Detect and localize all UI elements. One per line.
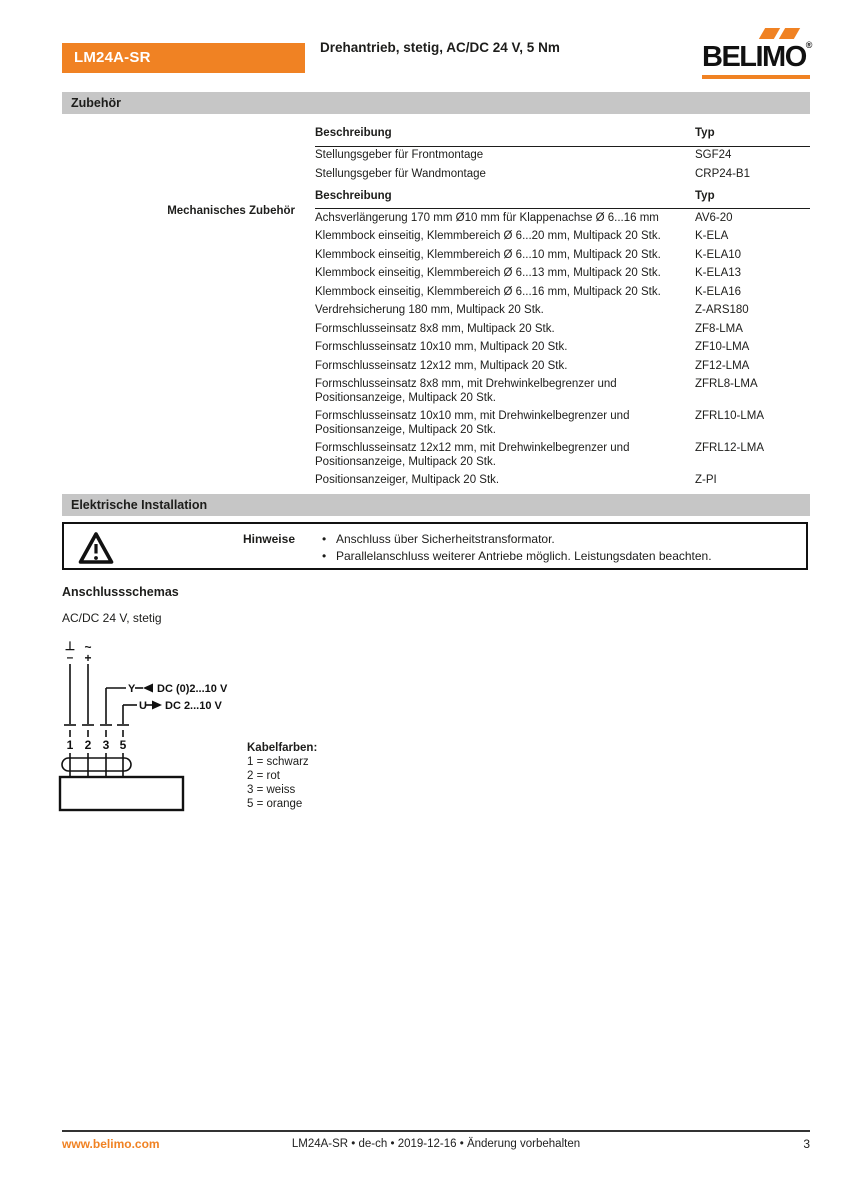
arrow-right-icon <box>152 701 162 710</box>
terminal-number: 1 <box>66 738 74 752</box>
cable-color-item: 2 = rot <box>247 770 280 782</box>
section-header-zubehoer: Zubehör <box>62 92 810 114</box>
table-row <box>315 302 810 321</box>
column-header-desc: Beschreibung <box>315 127 392 139</box>
terminal-number: 5 <box>119 738 127 752</box>
plus-symbol: + <box>84 651 92 665</box>
section-header-elektrische-installation: Elektrische Installation <box>62 494 810 516</box>
table-header <box>315 124 810 147</box>
cell-typ: K-ELA13 <box>695 267 742 279</box>
table-row <box>315 209 810 228</box>
schema-subtitle: AC/DC 24 V, stetig <box>62 611 162 625</box>
notice-box <box>62 522 808 570</box>
cell-desc: Klemmbock einseitig, Klemmbereich Ø 6...20 mm, Multipack 20 Stk. <box>315 230 661 242</box>
cable-color-item: 1 = schwarz <box>247 756 309 768</box>
signal-label-u: U <box>139 700 147 712</box>
table-row <box>315 376 810 408</box>
wire-lines <box>64 664 152 777</box>
cable-color-item: 3 = weiss <box>247 784 296 796</box>
cable-colors-legend <box>247 741 317 811</box>
accessories-tables <box>315 124 810 490</box>
table-row <box>315 228 810 247</box>
bullet-icon: • <box>322 532 327 546</box>
cell-desc: Formschlusseinsatz 12x12 mm, Multipack 20 Stk. <box>315 359 568 372</box>
table-row <box>315 246 810 265</box>
ground-symbol: ⊥ <box>64 639 76 653</box>
cell-desc: Klemmbock einseitig, Klemmbereich Ø 6...16 mm, Multipack 20 Stk. <box>315 285 661 298</box>
cell-desc: Formschlusseinsatz 12x12 mm, mit Drehwinkelbegrenzer und Positionsanzeige, Multipack 20 Stk. <box>315 442 630 468</box>
notice-text: Anschluss über Sicherheitstransformator. <box>336 532 555 546</box>
notice-items <box>322 531 712 564</box>
terminal-number: 3 <box>102 738 110 752</box>
cell-desc: Formschlusseinsatz 10x10 mm, Multipack 20 Stk. <box>315 341 568 353</box>
product-code-badge: LM24A-SR <box>62 43 305 73</box>
column-header-typ: Typ <box>695 189 715 202</box>
cell-typ: AV6-20 <box>695 211 733 224</box>
footer-divider <box>62 1130 810 1132</box>
cell-typ: ZFRL12-LMA <box>695 442 765 454</box>
arrow-left-icon <box>143 684 153 693</box>
belimo-website-link[interactable]: www.belimo.com <box>62 1137 160 1151</box>
cell-desc: Achsverlängerung 170 mm Ø10 mm für Klappenachse Ø 6...16 mm <box>315 211 659 224</box>
table-row <box>315 147 810 166</box>
logo-underline <box>702 75 810 79</box>
cell-typ: K-ELA16 <box>695 285 742 298</box>
logo-text: BELIMO <box>702 41 806 73</box>
table-row <box>315 165 810 184</box>
cell-desc: Stellungsgeber für Frontmontage <box>315 149 484 161</box>
cell-typ: K-ELA10 <box>695 248 742 261</box>
cell-typ: ZFRL8-LMA <box>695 378 758 390</box>
minus-symbol: – <box>66 650 74 664</box>
cell-typ: Z-PI <box>695 474 717 486</box>
table-row <box>315 265 810 284</box>
ac-symbol: ~ <box>84 640 92 654</box>
notice-text: Parallelanschluss weiterer Antriebe möglich. Leistungsdaten beachten. <box>336 548 712 563</box>
terminal-number: 2 <box>84 738 92 752</box>
table-row <box>315 357 810 376</box>
table-row <box>315 408 810 440</box>
column-header-desc: Beschreibung <box>315 189 392 202</box>
page-number: 3 <box>803 1137 810 1151</box>
table-row <box>315 320 810 339</box>
table-row <box>315 339 810 358</box>
cell-desc: Formschlusseinsatz 10x10 mm, mit Drehwinkelbegrenzer und Positionsanzeige, Multipack 20 Stk. <box>315 410 630 436</box>
footer-doc-info: LM24A-SR • de-ch • 2019-12-16 • Änderung vorbehalten <box>291 1138 581 1150</box>
column-header-typ: Typ <box>695 127 715 139</box>
signal-label-y: Y <box>128 683 136 695</box>
anschlussschemas-heading: Anschlussschemas <box>62 585 179 599</box>
notice-item <box>322 548 712 565</box>
cell-typ: ZF8-LMA <box>695 322 743 335</box>
side-label-mechanical: Mechanisches Zubehör <box>167 205 295 217</box>
cell-typ: Z-ARS180 <box>695 304 749 316</box>
belimo-logo <box>702 28 812 79</box>
cell-desc: Klemmbock einseitig, Klemmbereich Ø 6...13 mm, Multipack 20 Stk. <box>315 267 661 279</box>
cable-color-item: 5 = orange <box>247 798 303 810</box>
signal-text-u: DC 2...10 V <box>165 700 222 712</box>
cell-typ: K-ELA <box>695 230 729 242</box>
cell-typ: ZF10-LMA <box>695 341 750 353</box>
cell-typ: ZF12-LMA <box>695 359 750 372</box>
actuator-body <box>60 777 183 810</box>
cell-desc: Positionsanzeiger, Multipack 20 Stk. <box>315 474 500 486</box>
cell-typ: ZFRL10-LMA <box>695 410 765 422</box>
cell-desc: Formschlusseinsatz 8x8 mm, mit Drehwinkelbegrenzer und Positionsanzeige, Multipack 20 Stk. <box>315 378 617 404</box>
cell-desc: Formschlusseinsatz 8x8 mm, Multipack 20 Stk. <box>315 322 555 335</box>
cable-colors-title: Kabelfarben: <box>247 742 318 754</box>
cell-typ: SGF24 <box>695 149 732 161</box>
cell-desc: Verdrehsicherung 180 mm, Multipack 20 Stk. <box>315 304 544 316</box>
table-row <box>315 472 810 491</box>
signal-text-y: DC (0)2...10 V <box>157 683 228 695</box>
table-header <box>315 187 810 210</box>
notice-label: Hinweise <box>242 532 295 546</box>
cell-desc: Stellungsgeber für Wandmontage <box>315 167 486 180</box>
logo-slashes-icon <box>762 28 797 39</box>
cell-typ: CRP24-B1 <box>695 167 750 180</box>
table-row <box>315 283 810 302</box>
page-title: Drehantrieb, stetig, AC/DC 24 V, 5 Nm <box>320 40 560 55</box>
table-row <box>315 440 810 472</box>
bullet-icon: • <box>322 548 327 563</box>
cable-sleeve <box>62 758 131 771</box>
registered-mark: ® <box>805 40 813 50</box>
notice-item <box>322 531 712 548</box>
logo-wordmark <box>702 41 812 72</box>
cell-desc: Klemmbock einseitig, Klemmbereich Ø 6...10 mm, Multipack 20 Stk. <box>315 248 661 261</box>
